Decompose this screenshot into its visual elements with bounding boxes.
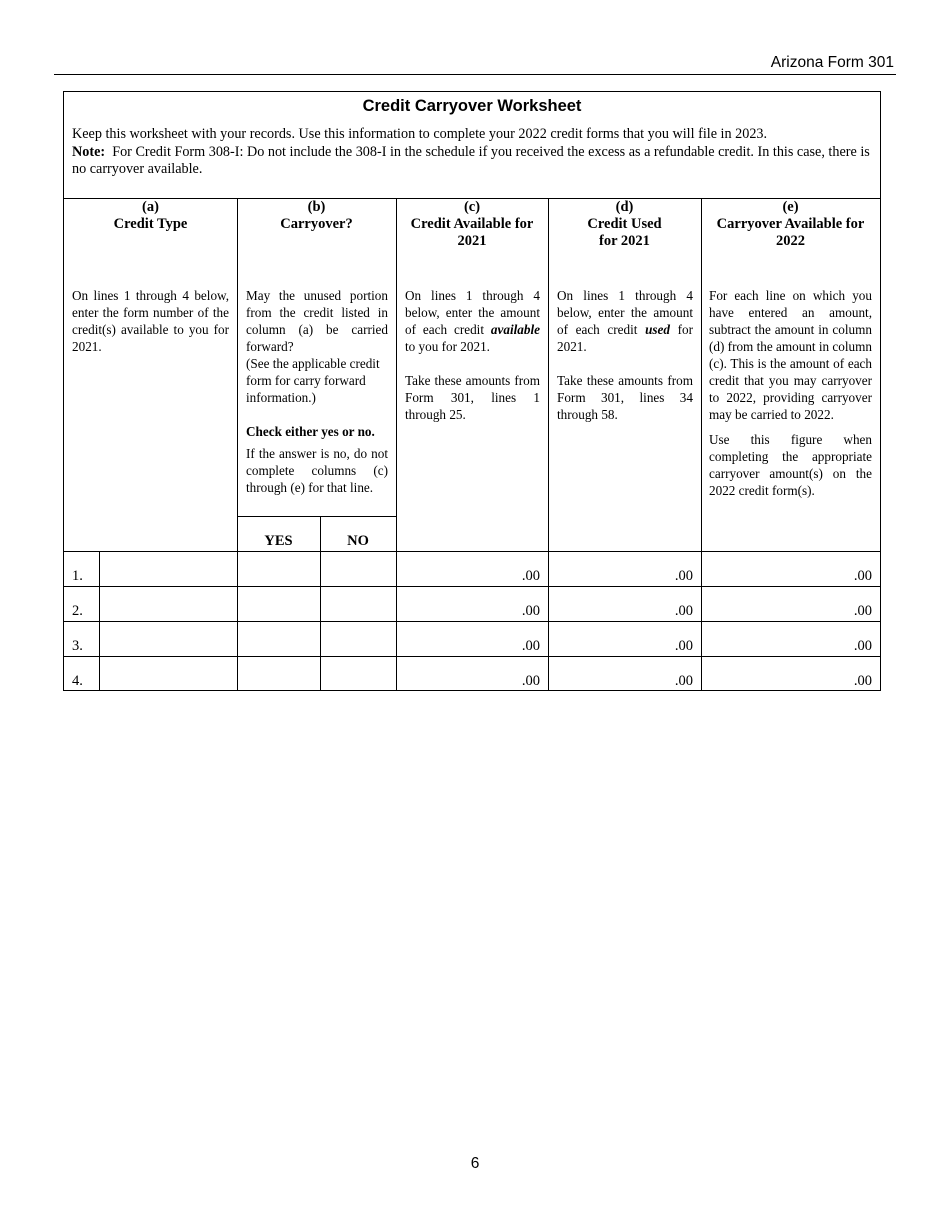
column-a-desc-text: On lines 1 through 4 below, enter the form number of the credit(s) available to you for 2021.	[72, 288, 229, 354]
credit-type-input[interactable]	[100, 552, 236, 586]
credit-used-amount[interactable]: .00	[674, 638, 693, 654]
column-e-description	[709, 287, 872, 499]
intro-note	[72, 144, 872, 179]
column-a-header	[64, 199, 237, 233]
check-either-note: Check either yes or no.	[246, 424, 375, 439]
column-b-header	[237, 199, 396, 233]
column-e-desc-1: For each line on which you have entered an amount, subtract the amount in column (d) from the amount in column (c). This is the amount of each credit that you may carryover to 2022, providing carryover may be carried to 2022.	[709, 288, 872, 422]
column-e-title-line-2: 2022	[776, 233, 805, 249]
note-label: Note:	[72, 143, 106, 160]
no-checkbox[interactable]	[321, 552, 396, 586]
column-e-letter: (e)	[782, 199, 799, 215]
no-checkbox[interactable]	[321, 657, 396, 690]
no-checkbox[interactable]	[321, 622, 396, 656]
carryover-available-amount[interactable]: .00	[853, 603, 872, 619]
column-a-title: Credit Type	[113, 216, 188, 232]
credit-available-amount[interactable]: .00	[521, 638, 540, 654]
column-c-desc-1	[405, 287, 540, 355]
line-number: 2.	[72, 603, 83, 619]
column-d-desc-1	[557, 287, 693, 355]
column-c-title-line-2: 2021	[457, 233, 487, 249]
column-c-desc-post: to you for 2021.	[405, 339, 490, 354]
column-d-header	[548, 199, 701, 250]
yes-checkbox[interactable]	[238, 587, 320, 621]
credit-used-amount[interactable]: .00	[674, 568, 693, 584]
credit-used-amount[interactable]: .00	[674, 603, 693, 619]
column-c-description	[405, 287, 540, 423]
column-b-letter: (b)	[307, 199, 326, 215]
column-e-desc-2: Use this figure when completing the appropriate carryover amount(s) on the 2022 credit form(s).	[709, 432, 872, 498]
no-label: NO	[347, 533, 369, 549]
column-c-desc-emphasis: available	[490, 322, 540, 337]
column-e-header	[701, 199, 880, 250]
column-a-letter: (a)	[142, 199, 159, 215]
column-b-desc-3: If the answer is no, do not complete columns (c) through (e) for that line.	[246, 446, 388, 495]
column-d-letter: (d)	[615, 199, 634, 215]
page-number: 6	[470, 1155, 480, 1172]
yes-label: YES	[264, 533, 293, 549]
credit-available-amount[interactable]: .00	[521, 603, 540, 619]
column-e-title-line-1: Carryover Available for	[716, 216, 865, 232]
yes-no-divider-top	[237, 516, 396, 517]
credit-type-input[interactable]	[100, 587, 236, 621]
column-d-desc-emphasis: used	[645, 322, 670, 337]
column-b-desc-1: May the unused portion from the credit listed in column (a) be carried forward?	[246, 288, 388, 354]
intro-line: Keep this worksheet with your records. Use this information to complete your 2022 credit forms that you will file in 2023.	[72, 126, 768, 142]
column-c-letter: (c)	[463, 199, 481, 215]
column-d-desc-pre: On lines 1 through 4 below, enter the amount of each credit	[557, 288, 693, 337]
line-number: 1.	[72, 568, 83, 584]
note-text: For Credit Form 308-I: Do not include the 308-I in the schedule if you received the excess as a refundable credit. In this case, there is no carryover available.	[72, 143, 870, 177]
column-d-title-line-2: for 2021	[599, 233, 650, 249]
yes-checkbox[interactable]	[238, 657, 320, 690]
credit-type-input[interactable]	[100, 622, 236, 656]
column-d-desc-2: Take these amounts from Form 301, lines 34 through 58.	[557, 373, 693, 422]
credit-used-amount[interactable]: .00	[674, 673, 693, 689]
column-d-title-line-1: Credit Used	[587, 216, 662, 232]
column-a-description	[72, 287, 229, 355]
carryover-available-amount[interactable]: .00	[853, 673, 872, 689]
credit-carryover-worksheet	[63, 91, 881, 691]
column-c-title-line-1: Credit Available for	[410, 216, 534, 232]
column-d-description	[557, 287, 693, 423]
column-b-description	[246, 287, 388, 496]
header-divider	[54, 74, 896, 75]
yes-checkbox[interactable]	[238, 622, 320, 656]
credit-type-input[interactable]	[100, 657, 236, 690]
form-name-header: Arizona Form 301	[770, 54, 894, 71]
credit-available-amount[interactable]: .00	[521, 673, 540, 689]
line-number: 4.	[72, 673, 83, 689]
column-c-desc-2: Take these amounts from Form 301, lines 1 through 25.	[405, 373, 540, 422]
no-checkbox[interactable]	[321, 587, 396, 621]
worksheet-intro	[72, 126, 872, 179]
column-b-title: Carryover?	[280, 216, 353, 232]
column-c-desc-pre: On lines 1 through 4 below, enter the amount of each credit	[405, 288, 540, 337]
yes-checkbox[interactable]	[238, 552, 320, 586]
column-b-desc-2: (See the applicable credit form for carry forward information.)	[246, 356, 380, 405]
carryover-available-amount[interactable]: .00	[853, 568, 872, 584]
line-number: 3.	[72, 638, 83, 654]
carryover-available-amount[interactable]: .00	[853, 638, 872, 654]
credit-available-amount[interactable]: .00	[521, 568, 540, 584]
column-c-header	[396, 199, 548, 250]
column-d-desc-post: for 2021.	[557, 322, 694, 354]
worksheet-title: Credit Carryover Worksheet	[362, 97, 582, 115]
